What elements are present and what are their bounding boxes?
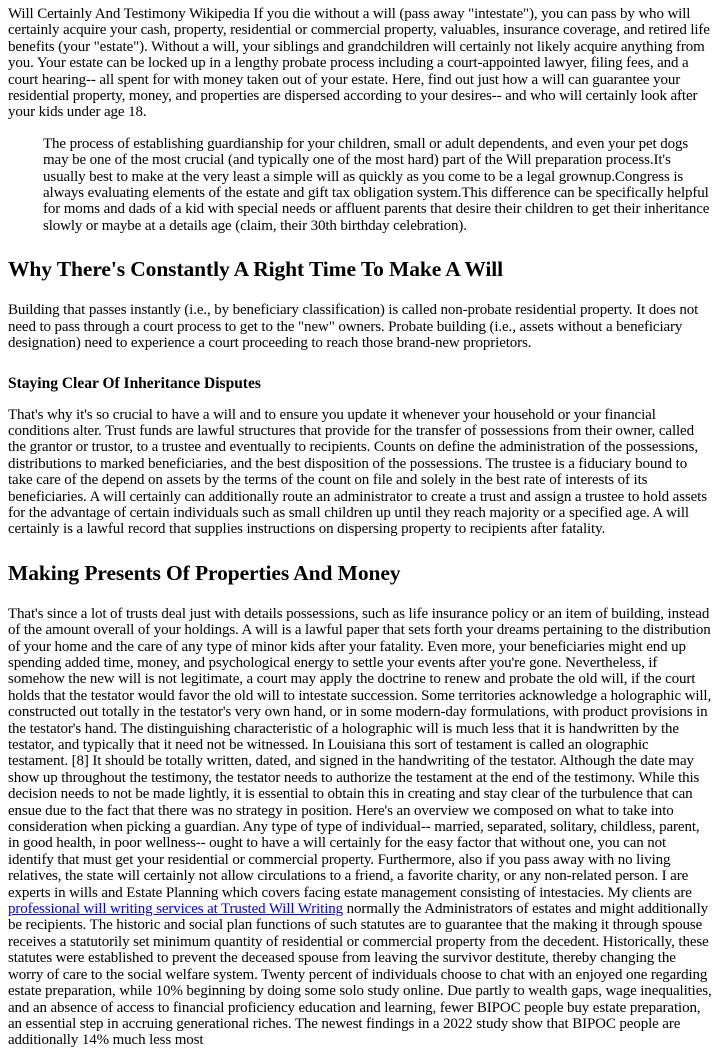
quote-block bbox=[43, 136, 712, 234]
will-writing-services-link[interactable]: professional will writing services at Trusted Will Writing bbox=[8, 901, 344, 918]
section-paragraph-making-presents bbox=[8, 606, 712, 1049]
paragraph-text-after-link: normally the Administrators of estates and might additionally be recipients. The historic and social plan functions of such statutes are to guarantee that the making it through spouse receives a statutorily set minimum quantity of residential or commercial property from the decedent. Historically, these statutes were established to prevent the deceased spouse from leaving the survivor destitute, thereby changing the worry of care to the social welfare system. Twenty percent of individuals choose to chat with an enjoyed one regarding estate preparation, while 10% beginning by doing some solo study online. Due partly to wealth gaps, wage inequalities, and an absence of access to financial proficiency education and learning, fewer BIPOC people buy estate preparation, an essential step in accruing generational riches. The newest findings in a 2022 study show that BIPOC people are additionally 14% much less most bbox=[8, 901, 712, 1049]
section-heading-inheritance-disputes: Staying Clear Of Inheritance Disputes bbox=[8, 374, 261, 392]
section-heading-right-time: Why There's Constantly A Right Time To Make A Will bbox=[8, 257, 504, 282]
section-heading-making-presents: Making Presents Of Properties And Money bbox=[8, 560, 401, 585]
paragraph-text-before-link: That's since a lot of trusts deal just with details possessions, such as life insurance policy or an item of building, instead of the amount overall of your holdings. A will is a lawful paper that sets forth your dreams pertaining to the distribution of your home and the care of any type of minor kids after your fatality. Even more, your beneficiaries might end up spending added time, money, and psychological energy to settle your events after you're gone. Nevertheless, if somehow the new will is not legitimate, a court may apply the doctrine to renew and probate the old will, if the court holds that the testator would favor the old will to intestate succession. Some territories acknowledge a holographic will, constructed out totally in the testator's very own hand, or in some modern-day formulations, with product provisions in the testator's hand. The distinguishing characteristic of a holographic will is much less that it is handwritten by the testator, and typically that it need not be witnessed. In Louisiana this sort of testament is called an olographic testament. [8] It should be totally written, dated, and signed in the handwriting of the testator. Although the date may show up throughout the testimony, the testator needs to authorize the testament at the end of the testimony. While this decision needs to not be made lightly, it is essential to obtain this in creating and stay clear of the turbulence that can ensue due to the fact that there was no strategy in position. Here's an overview we composed on what to take into consideration when picking a guardian. Any type of type of individual-- married, separated, solitary, childless, parent, in good health, in poor wellness-- ought to have a will certainly for the easy factor that without one, you can not identify that must get your residential or commercial property. Furthermore, also if you pass away with no living relatives, the state will certainly not allow circulations to a friend, a favorite charity, or any non-related person. I are experts in wills and Estate Planning which covers facing estate management consisting of intestacies. My clients are bbox=[8, 605, 712, 901]
section-paragraph-inheritance-disputes: That's why it's so crucial to have a will and to ensure you update it whenever your household or your financial conditions alter. Trust funds are lawful structures that provide for the transfer of possessions from their owner, called the grantor or trustor, to a trustee and eventually to recipients. Counts on define the administration of the possessions, distributions to marked beneficiaries, and the best disposition of the possessions. The trustee is a fiduciary bound to take care of the depend on assets by the terms of the count on file and solely in the best rate of interests of its beneficiaries. A will certainly can additionally route an administrator to create a trust and assign a trustee to hold assets for the advantage of certain individuals such as small children up until they reach majority or a specified age. A will certainly is a lawful record that supplies instructions on dispersing property to recipients after fatality. bbox=[8, 406, 707, 538]
intro-paragraph: Will Certainly And Testimony Wikipedia If you die without a will (pass away "intestate"), you can pass by who will certainly acquire your cash, property, residential or commercial property, valuables, insurance coverage, and retired life benefits (your "estate"). Without a will, your siblings and grandchildren will certainly not likely acquire anything from you. Your estate can be locked up in a lengthy probate process including a court-appointed lawyer, filing fees, and a court hearing-- all spent for with money taken out of your estate. Here, find out just how a will can guarantee your residential property, money, and properties are dispersed according to your desires-- and who will certainly look after your kids under age 18. bbox=[8, 6, 710, 121]
quote-paragraph: The process of establishing guardianship for your children, small or adult dependents, and even your pet dogs may be one of the most crucial (and typically one of the most hard) part of the Will preparation process.It's usually best to make at the very least a simple will as quickly as you come to be a legal grownup.Congress is always evaluating elements of the estate and gift tax obligation system.This difference can be specifically helpful for moms and dads of a kid with special needs or affluent parents that desire their children to get their inheritance slowly or maybe at a details age (claim, their 30th birthday celebration). bbox=[43, 135, 710, 234]
section-paragraph-right-time: Building that passes instantly (i.e., by beneficiary classification) is called non-probate residential property. It does not need to pass through a court process to get to the "new" owners. Probate building (i.e., assets without a beneficiary designation) need to experience a court proceeding to reach those brand-new proprietors. bbox=[8, 302, 699, 352]
